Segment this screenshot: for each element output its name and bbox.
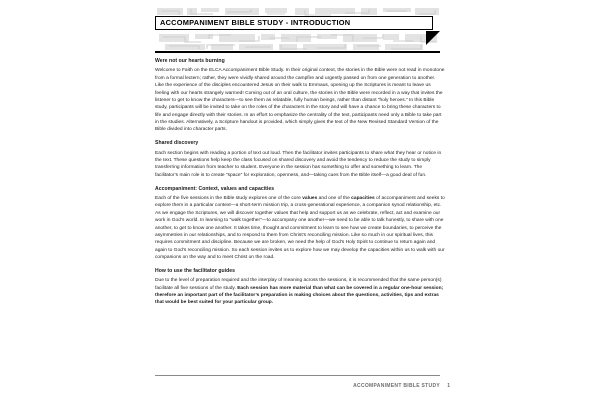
header-divider xyxy=(155,51,440,53)
footer-title: ACCOMPANIMENT BIBLE STUDY xyxy=(353,383,440,389)
section-paragraph: Due to the level of preparation required and the interplay of meaning across the sessions, it is recommended that the same person(s) facilitate all five sessions of the study. Each session has more material than what can be covered in a regular one-hour session; therefore an important part of the facilitator’s preparation is making choices about the questions, activities, tips and extras that would be best suited for your particular group. xyxy=(155,278,444,306)
section-paragraph: Welcome to Faith on the ELCA Accompaniment Bible Study. In their original context, the stories in the Bible were not read in monotone from a formal lectern; rather, they were vividly shared around the campfire and urgently passed on from one generation to another. Like the experience of the disciples encountered Jesus on their walk to Emmaus, opening up the Scriptures is meant to leave us feeling with our hearts strangely warmed! Coming out of an oral culture, the stories in the Bible were recorded in a way that invites the listener to get to know the characters—to see them as relatable, fully human beings, rather than distant “holy heroes.” In this Bible study, participants will be invited to take on the roles of the characters in the story and will have a chance to bring these characters to life and engage directly with their stories. In an effort to emphasize the centrality of the text, participants need only a Bible to take part in the studies. Alternatively, a Scripture handout is provided, which simply gives the text of the New Revised Standard Version of the Bible divided into character parts. xyxy=(155,68,445,133)
section-heading: Shared discovery xyxy=(155,140,199,147)
section-paragraph: Each section begins with reading a portion of text out loud. Then the facilitator invites participants to share what they hear or notice in the text. These questions help keep the class focused on shared discovery and avoid the tendency to reduce the study to simply transferring information from teacher to student. Everyone in the session has something to offer and something to learn. The facilitator’s main role is to create “space” for exploration, openness, and—taking cues from the Bible itself—a good deal of fun. xyxy=(155,150,442,178)
footer-divider xyxy=(155,375,440,376)
section-heading: How to use the facilitator guides xyxy=(155,267,236,274)
section-were-not-our-hearts-burning xyxy=(155,58,445,134)
header-banner xyxy=(155,8,440,50)
section-heading: Were not our hearts burning xyxy=(155,58,225,64)
section-how-to-use-the-facilitator-guides xyxy=(155,268,445,307)
section-paragraph: Each of the five sessions in the Bible study explores one of the core values and one of the capacities of accompaniment and seeks to explore them in a particular context—a short-term mission trip, a cross-generational experience, a companion synod relationship, etc. As we engage the Scriptures, we will discover together values that help and support us as we celebrate, reflect, act and examine our work in God’s world. In learning to “walk together”—to accompany one another—we need to be able to talk honestly, to share with one another, to get to know one another. It takes time, thought and commitment to learn to see how we create boundaries, to perceive the asymmetries in our relationships, and to respond to them from Christ’s reconciling mission. Like so much in our spiritual lives, this requires commitment and discipline. Because we are broken, we need the help of God’s Holy Spirit to continue to return again and again to God’s reconciling mission. So each session invites us to explore how we may develop the capacities within us to walk with our companions on the way and to meet Christ on the road. xyxy=(155,196,445,260)
section-heading: Accompaniment: Context, values and capacities xyxy=(155,185,275,192)
header-title-box xyxy=(155,16,433,30)
header-triangle-icon xyxy=(426,31,440,45)
section-accompaniment-context-values-capacities xyxy=(155,186,445,262)
footer-page-number: 1 xyxy=(447,383,450,389)
document-body xyxy=(155,58,445,313)
page-title: ACCOMPANIMENT BIBLE STUDY - INTRODUCTION xyxy=(160,18,351,28)
section-shared-discovery xyxy=(155,140,445,179)
